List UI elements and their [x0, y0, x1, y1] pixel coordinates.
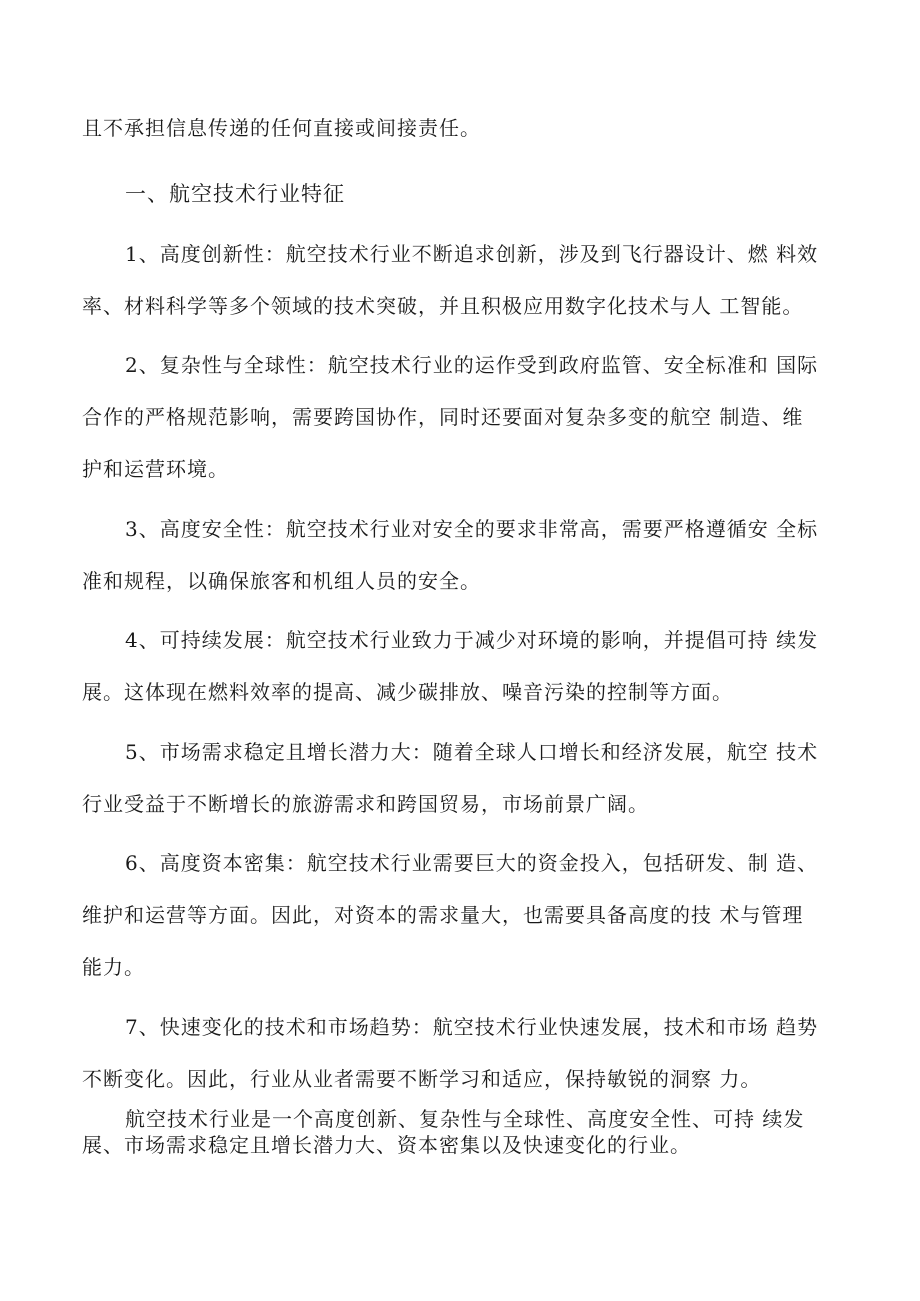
paragraph-line: 5、市场需求稳定且增长潜力大：随着全球人口增长和经济发展，航空 技术 [125, 740, 819, 764]
paragraph-line: 行业受益于不断增长的旅游需求和跨国贸易，市场前景广阔。 [82, 792, 649, 816]
paragraph-line: 合作的严格规范影响，需要跨国协作，同时还要面对复杂多变的航空 制造、维 [82, 405, 804, 429]
paragraph-line: 护和运营环境。 [82, 457, 229, 481]
intro-tail-text: 且不承担信息传递的任何直接或间接责任。 [82, 116, 481, 140]
paragraph-line: 维护和运营等方面。因此，对资本的需求量大，也需要具备高度的技 术与管理 [82, 903, 804, 927]
paragraph-line: 展、市场需求稳定且增长潜力大、资本密集以及快速变化的行业。 [82, 1133, 691, 1157]
paragraph-line: 7、快速变化的技术和市场趋势：航空技术行业快速发展，技术和市场 趋势 [125, 1015, 819, 1039]
paragraph-line: 1、高度创新性：航空技术行业不断追求创新，涉及到飞行器设计、燃 料效 [125, 242, 819, 266]
section-heading: 一、航空技术行业特征 [125, 182, 345, 206]
paragraph-line: 航空技术行业是一个高度创新、复杂性与全球性、高度安全性、可持 续发 [125, 1107, 805, 1131]
paragraph-line: 准和规程，以确保旅客和机组人员的安全。 [82, 569, 481, 593]
paragraph-line: 6、高度资本密集：航空技术行业需要巨大的资金投入，包括研发、制 造、 [125, 851, 819, 875]
paragraph-line: 3、高度安全性：航空技术行业对安全的要求非常高，需要严格遵循安 全标 [125, 517, 819, 541]
paragraph-line: 率、材料科学等多个领域的技术突破，并且积极应用数字化技术与人 工智能。 [82, 294, 804, 318]
paragraph-line: 展。这体现在燃料效率的提高、减少碳排放、噪音污染的控制等方面。 [82, 680, 733, 704]
paragraph-line: 4、可持续发展：航空技术行业致力于减少对环境的影响，并提倡可持 续发 [125, 628, 819, 652]
paragraph-line: 不断变化。因此，行业从业者需要不断学习和适应，保持敏锐的洞察 力。 [82, 1067, 762, 1091]
paragraph-line: 能力。 [82, 955, 145, 979]
paragraph-line: 2、复杂性与全球性：航空技术行业的运作受到政府监管、安全标准和 国际 [125, 353, 819, 377]
